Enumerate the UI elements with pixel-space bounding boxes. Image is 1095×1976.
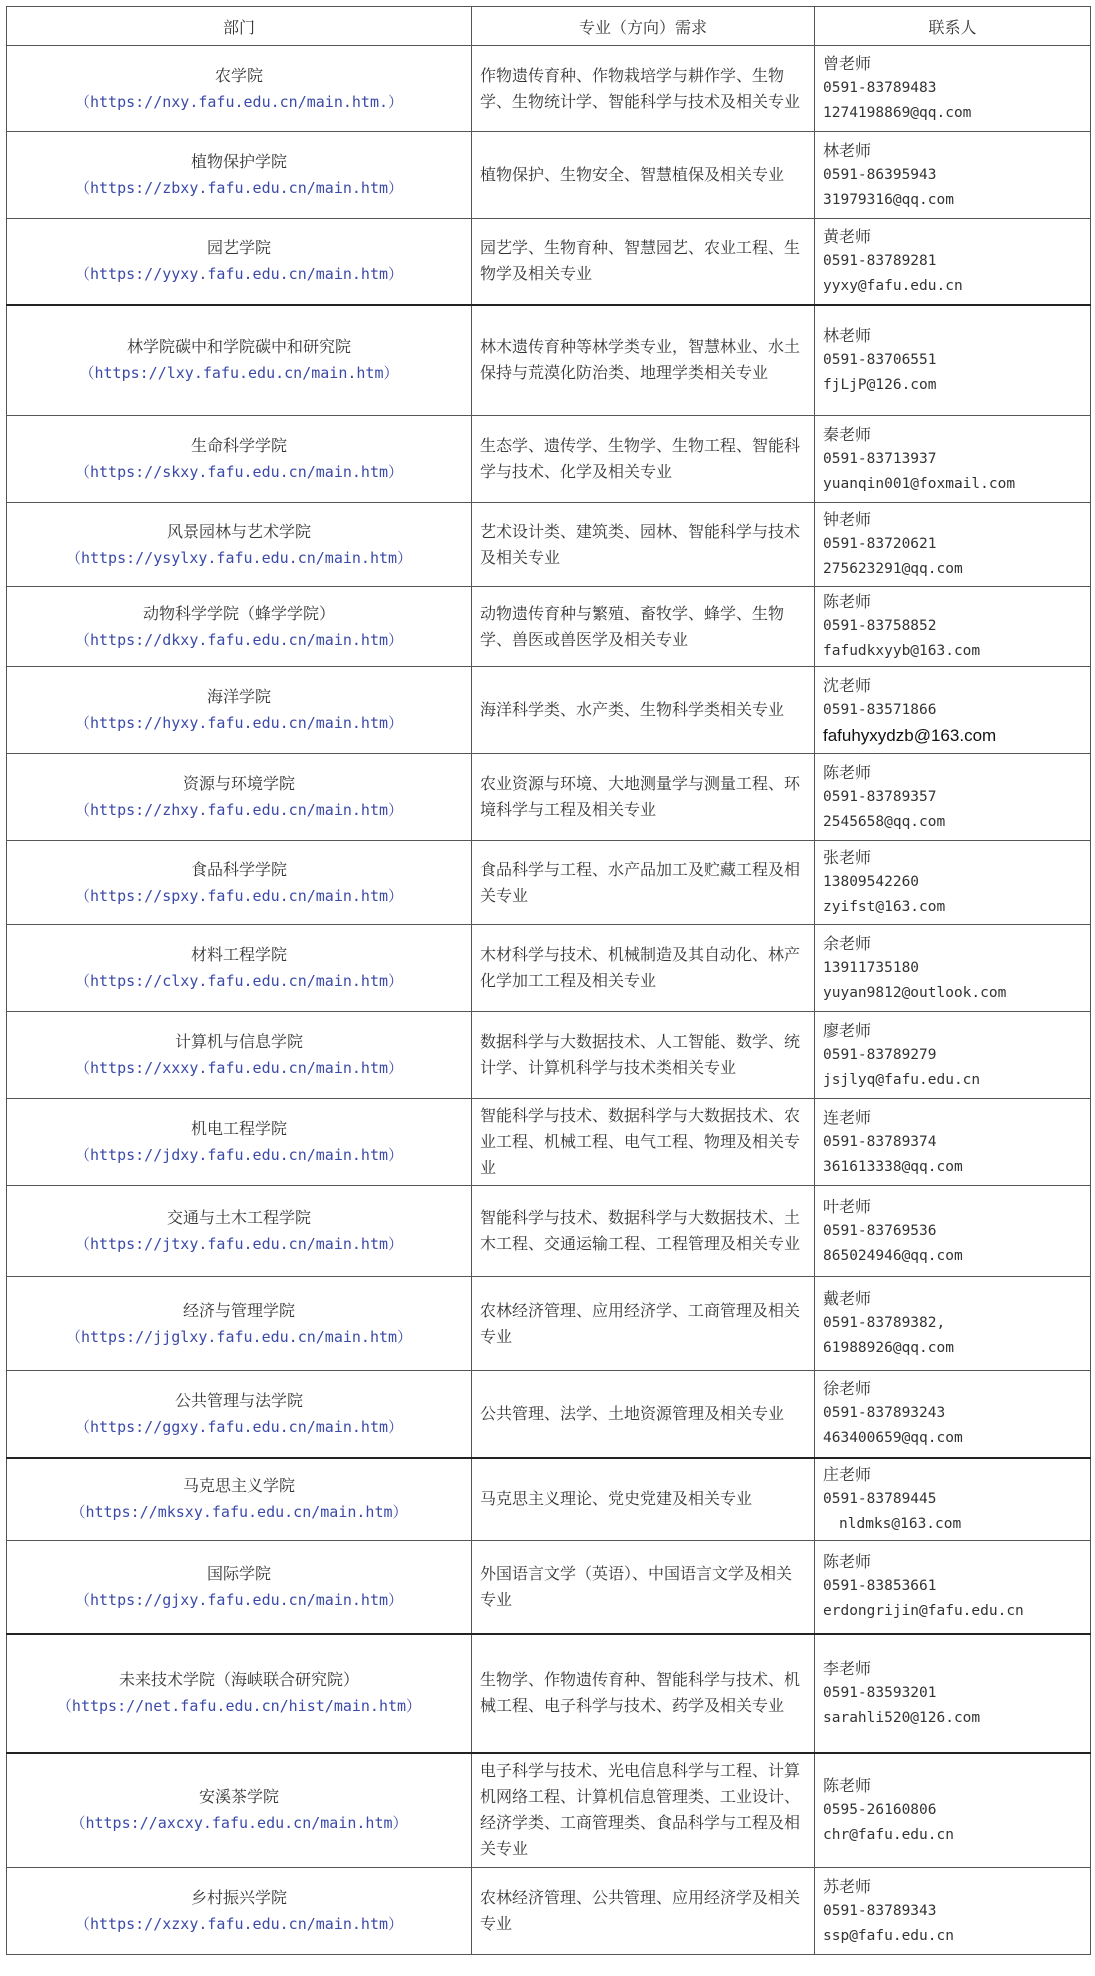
dept-cell	[7, 132, 472, 219]
contact-email[interactable]: zyifst@163.com	[823, 899, 946, 915]
contact-person: 曾老师	[823, 54, 872, 73]
requirements-cell	[472, 667, 815, 754]
table-row	[7, 1868, 1091, 1955]
contact-person: 李老师	[823, 1658, 872, 1678]
contact-cell	[815, 1458, 1091, 1541]
dept-url-link[interactable]: （https://jdxy.fafu.edu.cn/main.htm）	[74, 1146, 403, 1164]
dept-name: 林学院碳中和学院碳中和研究院	[126, 337, 351, 357]
table-row	[7, 1099, 1091, 1186]
contact-person: 秦老师	[823, 424, 872, 444]
contact-cell	[815, 305, 1091, 416]
requirements-cell	[472, 1634, 815, 1753]
dept-cell	[7, 1541, 472, 1634]
dept-cell	[7, 754, 472, 841]
contact-phone: 0591-83789343	[823, 1902, 937, 1919]
contact-person: 叶老师	[823, 1196, 872, 1216]
dept-cell	[7, 1458, 472, 1541]
dept-name: 生命科学学院	[190, 436, 287, 455]
contact-email[interactable]: 1274198869@qq.com	[823, 105, 972, 121]
dept-name: 公共管理与法学院	[174, 1390, 303, 1410]
requirements-cell	[472, 1012, 815, 1099]
dept-url-link[interactable]: （https://gjxy.fafu.edu.cn/main.htm）	[74, 1590, 403, 1609]
table-row	[7, 1371, 1091, 1458]
dept-name: 经济与管理学院	[182, 1300, 295, 1320]
contact-email[interactable]: yuanqin001@foxmail.com	[823, 475, 1016, 492]
contact-phone: 0591-83789281	[823, 252, 937, 269]
contact-phone: 13809542260	[823, 874, 920, 890]
requirements-cell	[472, 305, 815, 416]
contact-phone: 0591-83593201	[823, 1684, 937, 1701]
header-requirements: 专业（方向）需求	[472, 7, 815, 46]
requirements-text: 动物遗传育种与繁殖、畜牧学、蜂学、生物学、兽医或兽医学及相关专业	[480, 603, 785, 649]
requirements-text: 农林经济管理、公共管理、应用经济学及相关专业	[480, 1888, 801, 1933]
dept-url-link[interactable]: （https://lxy.fafu.edu.cn/main.htm）	[79, 364, 399, 383]
requirements-cell	[472, 1371, 815, 1458]
requirements-text: 植物保护、生物安全、智慧植保及相关专业	[480, 165, 785, 184]
contact-email[interactable]: fjLjP@126.com	[823, 376, 937, 393]
contact-phone: 0591-83571866	[823, 701, 937, 718]
table-row	[7, 1186, 1091, 1277]
dept-name: 农学院	[214, 65, 263, 85]
dept-url-link[interactable]: （https://spxy.fafu.edu.cn/main.htm）	[74, 886, 403, 905]
contact-cell	[815, 416, 1091, 503]
table-row	[7, 503, 1091, 587]
contact-person: 陈老师	[823, 592, 872, 611]
requirements-text: 电子科学与技术、光电信息科学与工程、计算机网络工程、计算机信息管理类、工业设计、经济学类、工商管理类、食品科学与工程及相关专业	[480, 1761, 801, 1859]
requirements-cell	[472, 1753, 815, 1868]
dept-cell	[7, 305, 472, 416]
contact-email[interactable]: 2545658@qq.com	[823, 813, 946, 830]
requirements-cell	[472, 46, 815, 132]
contact-cell	[815, 1541, 1091, 1634]
dept-name: 材料工程学院	[190, 945, 287, 964]
dept-url-link[interactable]: （https://mksxy.fafu.edu.cn/main.htm）	[70, 1503, 408, 1522]
contact-email[interactable]: jsjlyq@fafu.edu.cn	[823, 1071, 981, 1088]
requirements-cell	[472, 1099, 815, 1186]
requirements-text: 数据科学与大数据技术、人工智能、数学、统计学、计算机科学与技术类相关专业	[480, 1032, 801, 1077]
contact-phone: 0591-837893243	[823, 1405, 946, 1422]
dept-cell	[7, 46, 472, 132]
dept-cell	[7, 841, 472, 925]
dept-name: 国际学院	[206, 1563, 271, 1583]
dept-cell	[7, 219, 472, 305]
contact-email[interactable]: 61988926@qq.com	[823, 1340, 954, 1356]
contact-cell	[815, 587, 1091, 667]
contact-cell	[815, 754, 1091, 841]
dept-name: 安溪茶学院	[198, 1787, 279, 1807]
requirements-cell	[472, 1868, 815, 1955]
contact-email[interactable]: nldmks@163.com	[839, 1515, 962, 1532]
requirements-cell	[472, 132, 815, 219]
contact-cell	[815, 925, 1091, 1012]
requirements-cell	[472, 1277, 815, 1371]
contact-phone: 0591-83853661	[823, 1578, 937, 1595]
requirements-text: 艺术设计类、建筑类、园林、智能科学与技术及相关专业	[480, 521, 801, 567]
table-row	[7, 1634, 1091, 1753]
dept-name: 马克思主义学院	[182, 1476, 295, 1496]
requirements-text: 智能科学与技术、数据科学与大数据技术、农业工程、机械工程、电气工程、物理及相关专业	[480, 1106, 801, 1177]
contact-cell	[815, 1277, 1091, 1371]
dept-url-link[interactable]: （https://jjglxy.fafu.edu.cn/main.htm）	[65, 1327, 413, 1346]
dept-url-link[interactable]: （https://dkxy.fafu.edu.cn/main.htm）	[74, 630, 403, 649]
contact-phone: 0591-83789279	[823, 1046, 937, 1063]
requirements-cell	[472, 416, 815, 503]
dept-url-link[interactable]: （https://hyxy.fafu.edu.cn/main.htm）	[74, 714, 403, 732]
contact-cell	[815, 1186, 1091, 1277]
requirements-text: 园艺学、生物育种、智慧园艺、农业工程、生物学及相关专业	[480, 238, 801, 284]
requirements-text: 生物学、作物遗传育种、智能科学与技术、机械工程、电子科学与技术、药学及相关专业	[480, 1670, 801, 1715]
dept-cell	[7, 667, 472, 754]
dept-cell	[7, 1012, 472, 1099]
contact-email[interactable]: erdongrijin@fafu.edu.cn	[823, 1603, 1024, 1620]
dept-cell	[7, 925, 472, 1012]
dept-cell	[7, 1753, 472, 1868]
table-row	[7, 1458, 1091, 1541]
contact-person: 张老师	[823, 848, 872, 867]
contact-email[interactable]: 865024946@qq.com	[823, 1247, 963, 1264]
contact-email[interactable]: yuyan9812@outlook.com	[823, 984, 1007, 1001]
contact-person: 陈老师	[823, 1552, 872, 1572]
dept-name: 机电工程学院	[190, 1119, 287, 1138]
dept-url-link[interactable]: （https://nxy.fafu.edu.cn/main.htm.）	[74, 92, 403, 111]
contact-cell	[815, 1099, 1091, 1186]
contact-person: 廖老师	[823, 1020, 872, 1040]
dept-name: 资源与环境学院	[182, 774, 295, 793]
contact-person: 钟老师	[823, 510, 872, 529]
requirements-text: 农林经济管理、应用经济学、工商管理及相关专业	[480, 1300, 801, 1346]
table-row	[7, 841, 1091, 925]
dept-cell	[7, 1186, 472, 1277]
dept-url-link[interactable]: （https://clxy.fafu.edu.cn/main.htm）	[74, 972, 403, 990]
dept-url-link[interactable]: （https://xzxy.fafu.edu.cn/main.htm）	[74, 1915, 403, 1933]
requirements-cell	[472, 219, 815, 305]
contact-person: 徐老师	[823, 1379, 872, 1399]
dept-cell	[7, 1277, 472, 1371]
dept-url-link[interactable]: （https://xxxy.fafu.edu.cn/main.htm）	[74, 1059, 403, 1077]
table-row	[7, 1541, 1091, 1634]
contact-cell	[815, 1868, 1091, 1955]
department-table	[6, 6, 1091, 1955]
dept-url-link[interactable]: （https://net.fafu.edu.cn/hist/main.htm）	[56, 1697, 422, 1715]
dept-url-link[interactable]: （https://zhxy.fafu.edu.cn/main.htm）	[74, 801, 403, 819]
contact-person: 林老师	[823, 325, 872, 345]
contact-phone: 0591-83720621	[823, 536, 937, 552]
contact-cell	[815, 1634, 1091, 1753]
requirements-cell	[472, 587, 815, 667]
contact-phone: 0591-83789483	[823, 80, 937, 96]
dept-cell	[7, 416, 472, 503]
dept-name: 计算机与信息学院	[174, 1032, 303, 1051]
contact-email[interactable]: ssp@fafu.edu.cn	[823, 1927, 954, 1944]
contact-cell	[815, 667, 1091, 754]
requirements-text: 外国语言文学（英语）、中国语言文学及相关专业	[480, 1563, 793, 1609]
dept-name: 海洋学院	[206, 687, 271, 706]
contact-email[interactable]: 361613338@qq.com	[823, 1158, 963, 1175]
contact-phone: 0591-83769536	[823, 1222, 937, 1239]
dept-url-link[interactable]: （https://skxy.fafu.edu.cn/main.htm）	[74, 463, 403, 481]
contact-cell	[815, 841, 1091, 925]
dept-name: 食品科学学院	[190, 859, 287, 879]
contact-email[interactable]: 275623291@qq.com	[823, 561, 963, 577]
contact-phone: 0591-83789357	[823, 788, 937, 805]
table-row	[7, 754, 1091, 841]
table-row	[7, 46, 1091, 132]
requirements-text: 食品科学与工程、水产品加工及贮藏工程及相关专业	[480, 859, 801, 905]
dept-name: 园艺学院	[206, 238, 271, 258]
contact-cell	[815, 503, 1091, 587]
contact-email[interactable]: 31979316@qq.com	[823, 191, 954, 208]
table-row	[7, 416, 1091, 503]
requirements-cell	[472, 1458, 815, 1541]
contact-person: 连老师	[823, 1107, 872, 1127]
contact-phone: 0591-83789445	[823, 1490, 937, 1507]
table-row	[7, 1012, 1091, 1099]
requirements-text: 木材科学与技术、机械制造及其自动化、林产化学加工工程及相关专业	[480, 945, 801, 990]
table-row	[7, 305, 1091, 416]
requirements-cell	[472, 841, 815, 925]
contact-email[interactable]: 463400659@qq.com	[823, 1430, 963, 1447]
dept-cell	[7, 503, 472, 587]
contact-person: 庄老师	[823, 1464, 872, 1484]
department-table-container	[6, 6, 1090, 1955]
table-row	[7, 925, 1091, 1012]
contact-cell	[815, 132, 1091, 219]
table-header-row	[7, 7, 1091, 46]
dept-url-link[interactable]: （https://ysylxy.fafu.edu.cn/main.htm）	[65, 548, 413, 567]
table-row	[7, 219, 1091, 305]
contact-phone: 0591-83789374	[823, 1133, 937, 1150]
contact-person: 沈老师	[823, 675, 872, 695]
contact-person: 戴老师	[823, 1289, 872, 1308]
dept-url-link[interactable]: （https://ggxy.fafu.edu.cn/main.htm）	[74, 1417, 403, 1436]
dept-url-link[interactable]: （https://yyxy.fafu.edu.cn/main.htm）	[74, 265, 403, 284]
dept-cell	[7, 1371, 472, 1458]
contact-person: 苏老师	[823, 1876, 872, 1896]
requirements-cell	[472, 503, 815, 587]
requirements-cell	[472, 925, 815, 1012]
contact-phone: 0591-83706551	[823, 351, 937, 368]
contact-cell	[815, 46, 1091, 132]
header-contact: 联系人	[815, 7, 1091, 46]
contact-person: 黄老师	[823, 226, 872, 246]
dept-url-link[interactable]: （https://zbxy.fafu.edu.cn/main.htm）	[74, 179, 403, 197]
table-row	[7, 1753, 1091, 1868]
dept-name: 交通与土木工程学院	[166, 1208, 311, 1227]
contact-person: 陈老师	[823, 762, 872, 782]
requirements-cell	[472, 1541, 815, 1634]
requirements-text: 生态学、遗传学、生物学、生物工程、智能科学与技术、化学及相关专业	[480, 436, 801, 481]
table-row	[7, 667, 1091, 754]
dept-name: 风景园林与艺术学院	[166, 521, 311, 541]
contact-email[interactable]: fafudkxyyb@163.com	[823, 643, 981, 659]
contact-phone: 0595-26160806	[823, 1801, 937, 1818]
contact-cell	[815, 1371, 1091, 1458]
dept-name: 乡村振兴学院	[190, 1888, 287, 1907]
dept-cell	[7, 1868, 472, 1955]
contact-cell	[815, 1753, 1091, 1868]
dept-name: 植物保护学院	[190, 152, 287, 171]
contact-email[interactable]: yyxy@fafu.edu.cn	[823, 277, 963, 294]
dept-cell	[7, 1099, 472, 1186]
dept-cell	[7, 1634, 472, 1753]
requirements-text: 农业资源与环境、大地测量学与测量工程、环境科学与工程及相关专业	[480, 774, 801, 819]
requirements-text: 智能科学与技术、数据科学与大数据技术、土木工程、交通运输工程、工程管理及相关专业	[480, 1208, 801, 1253]
dept-name: 动物科学学院（蜂学学院）	[142, 603, 335, 623]
table-body	[7, 46, 1091, 1955]
contact-phone: 13911735180	[823, 959, 920, 976]
contact-email[interactable]: sarahli520@126.com	[823, 1709, 981, 1726]
requirements-text: 林木遗传育种等林学类专业，智慧林业、水土保持与荒漠化防治类、地理学类相关专业	[480, 337, 801, 383]
contact-cell	[815, 1012, 1091, 1099]
dept-cell	[7, 587, 472, 667]
contact-email[interactable]: fafuhyxydzb@163.com	[823, 725, 997, 745]
requirements-text: 作物遗传育种、作物栽培学与耕作学、生物学、生物统计学、智能科学与技术及相关专业	[480, 65, 801, 111]
contact-phone: 0591-83789382,	[823, 1315, 946, 1331]
contact-phone: 0591-83758852	[823, 618, 937, 634]
table-row	[7, 1277, 1091, 1371]
table-row	[7, 587, 1091, 667]
requirements-text: 公共管理、法学、土地资源管理及相关专业	[480, 1403, 785, 1423]
dept-url-link[interactable]: （https://jtxy.fafu.edu.cn/main.htm）	[74, 1235, 403, 1253]
contact-email[interactable]: chr@fafu.edu.cn	[823, 1826, 954, 1843]
contact-phone: 0591-83713937	[823, 450, 937, 467]
dept-url-link[interactable]: （https://axcxy.fafu.edu.cn/main.htm）	[70, 1814, 408, 1833]
requirements-cell	[472, 1186, 815, 1277]
contact-cell	[815, 219, 1091, 305]
contact-phone: 0591-86395943	[823, 166, 937, 183]
contact-person: 林老师	[823, 140, 872, 160]
table-row	[7, 132, 1091, 219]
requirements-text: 海洋科学类、水产类、生物科学类相关专业	[480, 700, 785, 719]
header-dept: 部门	[7, 7, 472, 46]
requirements-cell	[472, 754, 815, 841]
contact-person: 陈老师	[823, 1775, 872, 1795]
dept-name: 未来技术学院（海峡联合研究院）	[118, 1670, 359, 1689]
contact-person: 余老师	[823, 933, 872, 953]
requirements-text: 马克思主义理论、党史党建及相关专业	[480, 1489, 753, 1509]
